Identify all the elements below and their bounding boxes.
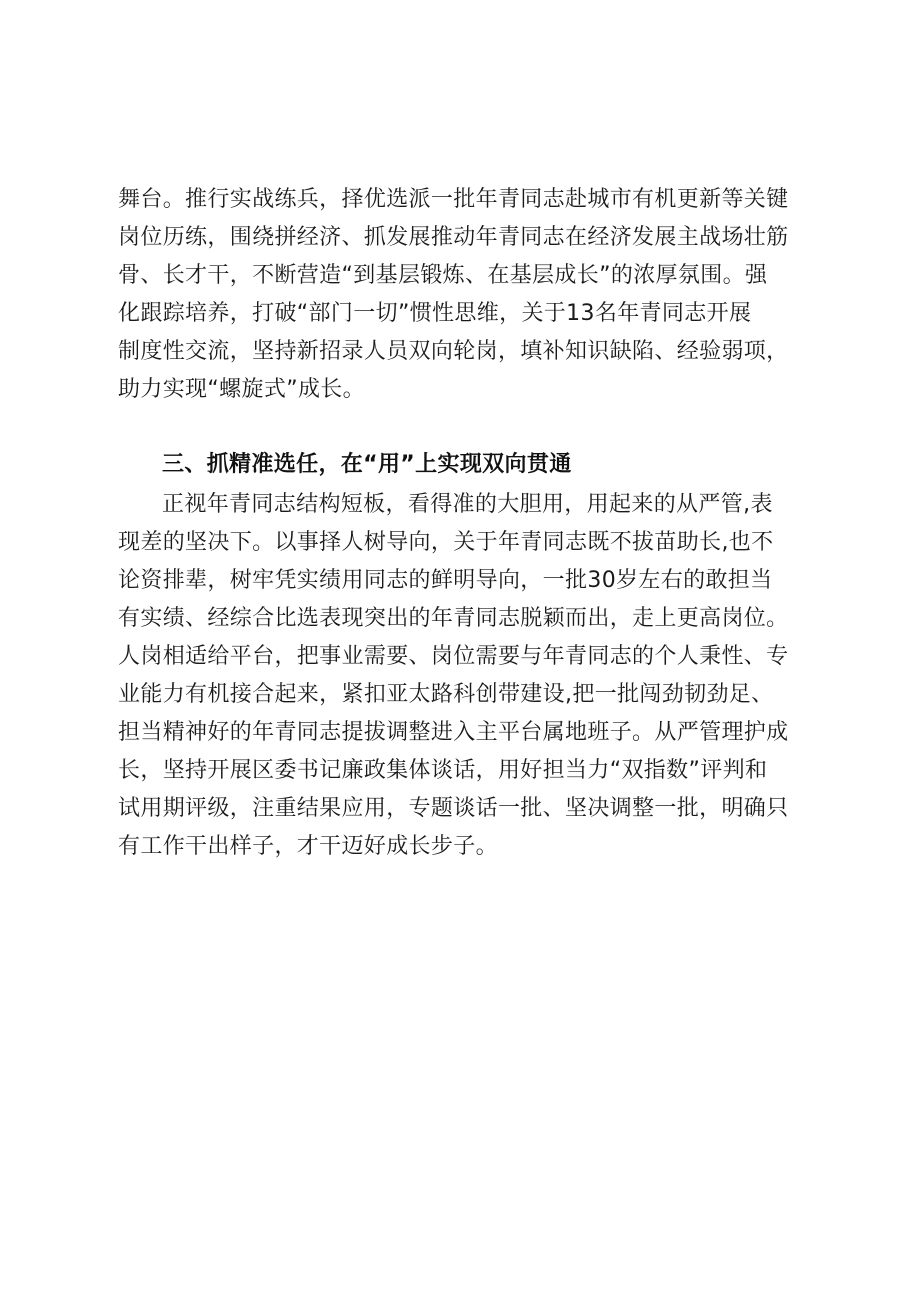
paragraph-line: 舞台。推行实战练兵，择优选派一批年青同志赴城市有机更新等关键 (118, 187, 789, 212)
paragraph-line: 论资排辈，树牢凭实绩用同志的鲜明导向，一批30岁左右的敢担当 (118, 568, 773, 593)
section-heading-block (118, 446, 810, 484)
paragraph-line: 正视年青同志结构短板，看得准的大胆用，用起来的从严管,表 (162, 492, 773, 517)
paragraph-line: 业能力有机接合起来，紧扣亚太路科创带建设,把一批闯劲韧劲足、 (118, 682, 774, 707)
paragraph-line: 长，坚持开展区委书记廉政集体谈话，用好担当力“双指数”评判和 (118, 758, 768, 783)
paragraph-line: 制度性交流，坚持新招录人员双向轮岗，填补知识缺陷、经验弱项， (118, 339, 789, 364)
paragraph-line: 化跟踪培养，打破“部门一切”惯性思维，关于13名年青同志开展 (118, 301, 752, 326)
paragraph-line: 岗位历练，围绕拼经济、抓发展推动年青同志在经济发展主战场壮筋 (118, 225, 789, 250)
paragraph-line: 助力实现“螺旋式”成长。 (118, 377, 365, 402)
paragraph-line: 骨、长才干，不断营造“到基层锻炼、在基层成长”的浓厚氛围。强 (118, 263, 768, 288)
paragraph-line: 担当精神好的年青同志提拔调整进入主平台属地班子。从严管理护成 (118, 720, 789, 745)
paragraph-line: 有工作干出样子，才干迈好成长步子。 (118, 834, 498, 859)
paragraph-continued (118, 181, 810, 409)
section-heading: 三、抓精准选任，在“用”上实现双向贯通 (162, 452, 572, 477)
paragraph-main (118, 486, 810, 866)
paragraph-line: 现差的坚决下。以事择人树导向，关于年青同志既不拔苗助长,也不 (118, 530, 774, 555)
paragraph-line: 试用期评级，注重结果应用，专题谈话一批、坚决调整一批，明确只 (118, 796, 789, 821)
paragraph-line: 有实绩、经综合比选表现突出的年青同志脱颖而出，走上更高岗位。 (118, 606, 789, 631)
paragraph-line: 人岗相适给平台，把事业需要、岗位需要与年青同志的个人秉性、专 (118, 644, 789, 669)
